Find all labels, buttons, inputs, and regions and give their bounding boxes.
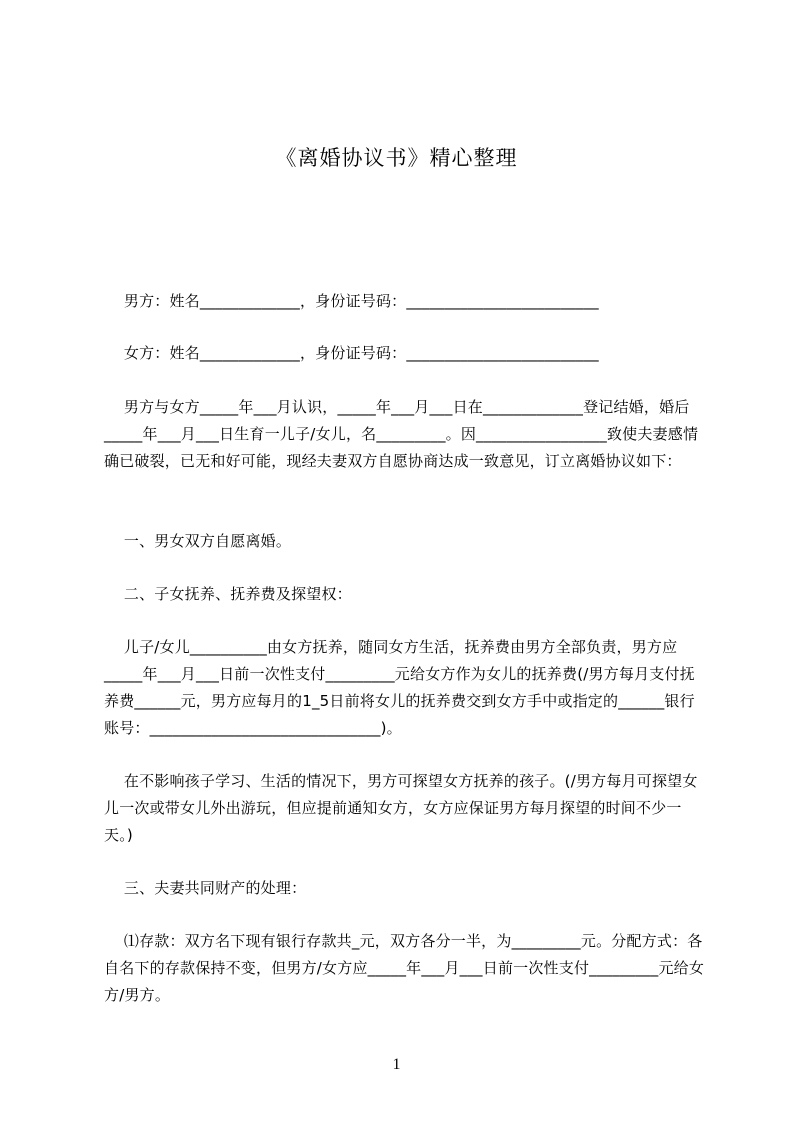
- male-party-info: 男方：姓名_____________，身份证号码：_________________________: [104, 292, 599, 310]
- clause-1-heading: 一、男女双方自愿离婚。: [104, 532, 292, 550]
- visitation-paragraph: 在不影响孩子学习、生活的情况下，男方可探望女方抚养的孩子。(/男方每月可探望女儿一次或带女儿外出游玩，但应提前通知女方，女方应保证男方每月探望的时间不少一天。): [104, 772, 698, 844]
- female-party-info: 女方：姓名_____________，身份证号码：_________________________: [104, 344, 599, 362]
- marriage-background-paragraph: 男方与女方_____年___月认识，_____年___月___日在_____________登记结婚，婚后_____年___月___日生育一儿子/女儿，名_________。因_________________致使夫妻感情确已破裂，已无和好可能，现经夫妻双方自愿协商达成一致意见，订立离婚协议如下：: [104, 398, 699, 470]
- child-custody-paragraph: 儿子/女儿__________由女方抚养，随同女方生活，抚养费由男方全部负责，男方应_____年___月___日前一次性支付_________元给女方作为女儿的抚养费(/男方每月支付抚养费______元，男方应每月的1_5日前将女儿的抚养费交到女方手中或指定的______银行账号：______________________________)。: [104, 638, 695, 737]
- savings-paragraph: ⑴存款：双方名下现有银行存款共_元，双方各分一半，为_________元。分配方式：各自名下的存款保持不变，但男方/女方应_____年___月___日前一次性支付_________元给女方/男方。: [104, 932, 705, 1004]
- clause-2-heading: 二、子女抚养、抚养费及探望权：: [104, 585, 352, 603]
- clause-3-heading: 三、夫妻共同财产的处理：: [104, 879, 307, 897]
- document-title: 《离婚协议书》精心整理: [275, 146, 518, 170]
- page-number: 1: [392, 1056, 401, 1073]
